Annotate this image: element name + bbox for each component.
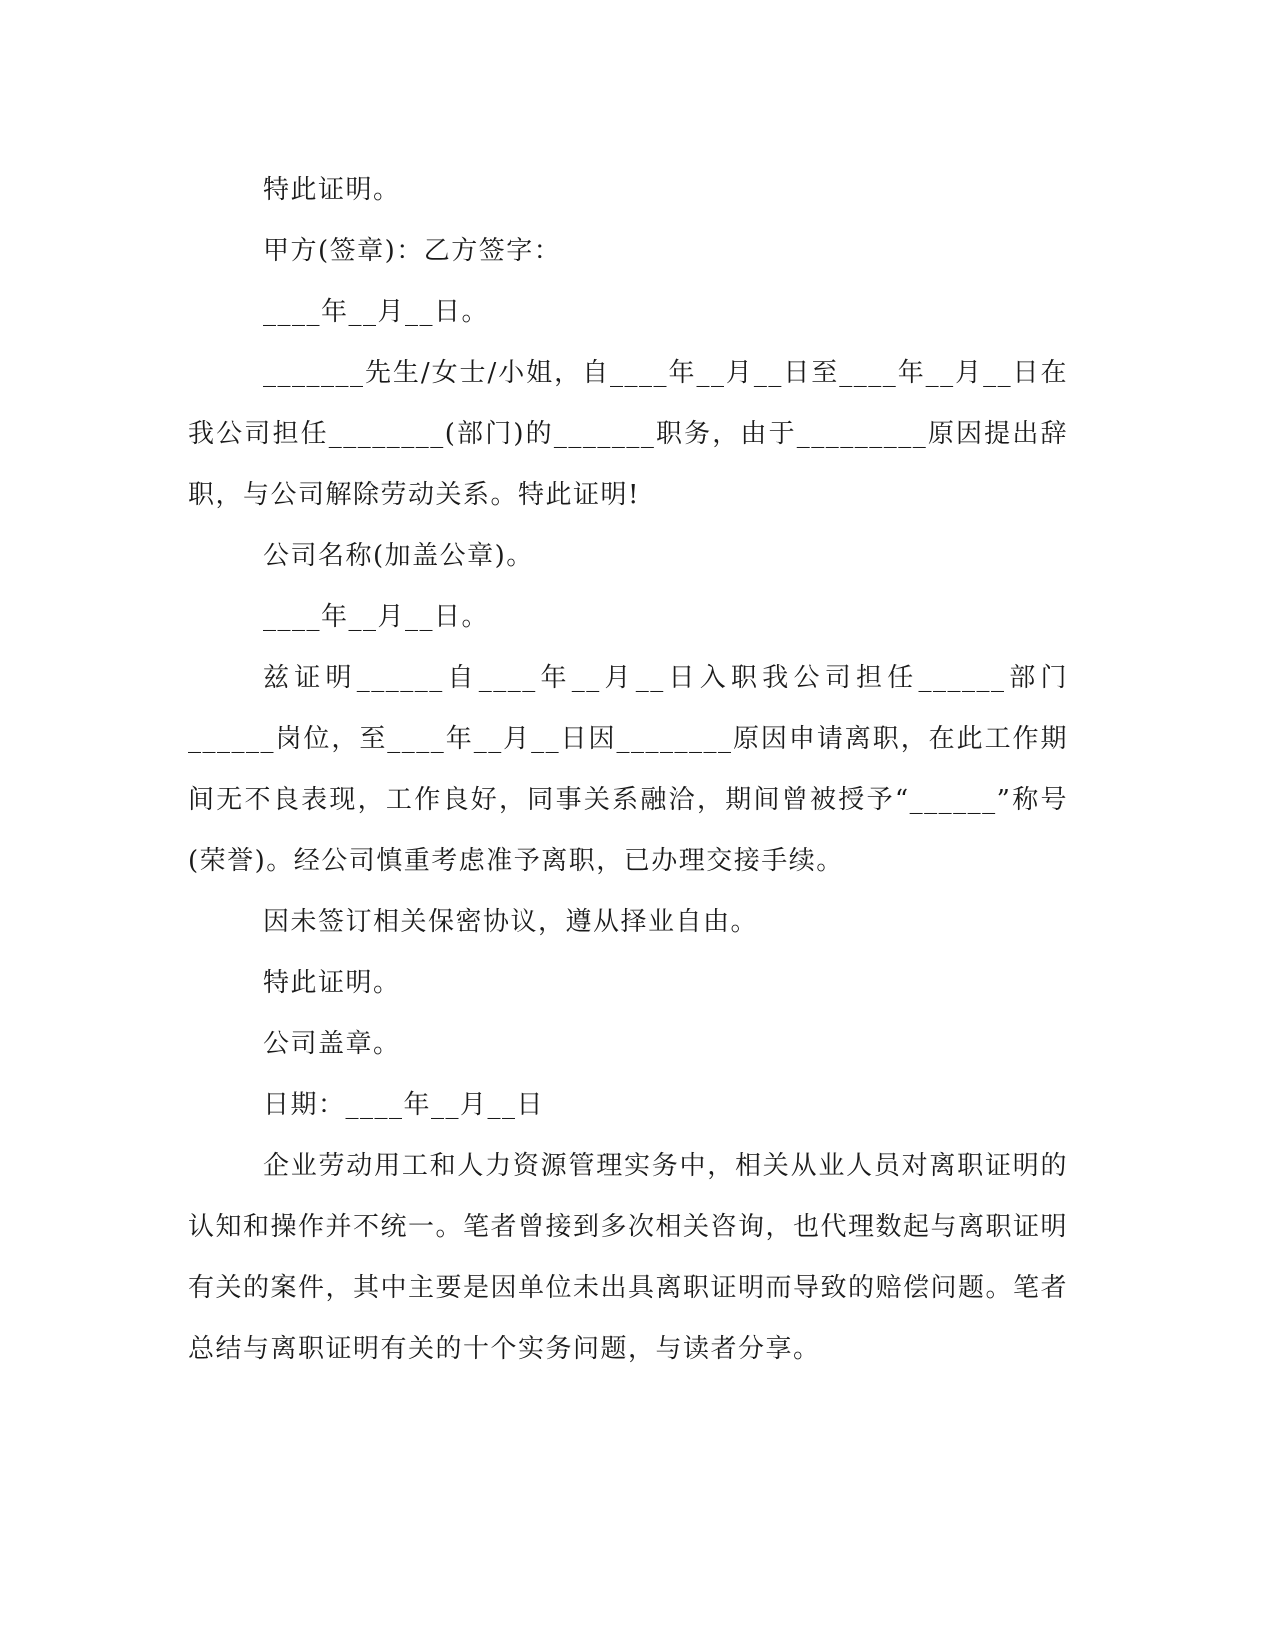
- paragraph-signatures: 甲方(签章)：乙方签字：: [263, 236, 562, 266]
- paragraph-commentary: 企业劳动用工和人力资源管理实务中，相关从业人员对离职证明的认知和操作并不统一。笔者曾接到多次相关咨询，也代理数起与离职证明有关的案件，其中主要是因单位未出具离职证明而导致的赔偿问题。笔者总结与离职证明有关的十个实务问题，与读者分享。: [188, 1151, 1069, 1364]
- paragraph-certify-1: 特此证明。: [263, 175, 401, 205]
- paragraph-resignation-statement: _______先生/女士/小姐，自____年__月__日至____年__月__日在我公司担任________(部门)的_______职务，由于_________原因提出辞职，与公司解除劳动关系。特此证明!: [188, 358, 1068, 510]
- paragraph-certify-2: 特此证明。: [263, 968, 401, 998]
- paragraph-employment-proof: 兹证明______自____年__月__日入职我公司担任______部门______岗位，至____年__月__日因________原因申请离职，在此工作期间无不良表现，工作良好，同事关系融洽，期间曾被授予“______”称号(荣誉)。经公司慎重考虑准予离职，已办理交接手续。: [188, 663, 1068, 876]
- paragraph-company-seal: 公司盖章。: [263, 1029, 401, 1059]
- paragraph-date-3: 日期：____年__月__日: [263, 1090, 545, 1120]
- paragraph-confidentiality: 因未签订相关保密协议，遵从择业自由。: [263, 907, 759, 937]
- document-body: [188, 160, 1068, 1380]
- paragraph-date-1: ____年__月__日。: [263, 297, 490, 327]
- paragraph-company-name: 公司名称(加盖公章)。: [263, 541, 534, 571]
- paragraph-date-2: ____年__月__日。: [263, 602, 490, 632]
